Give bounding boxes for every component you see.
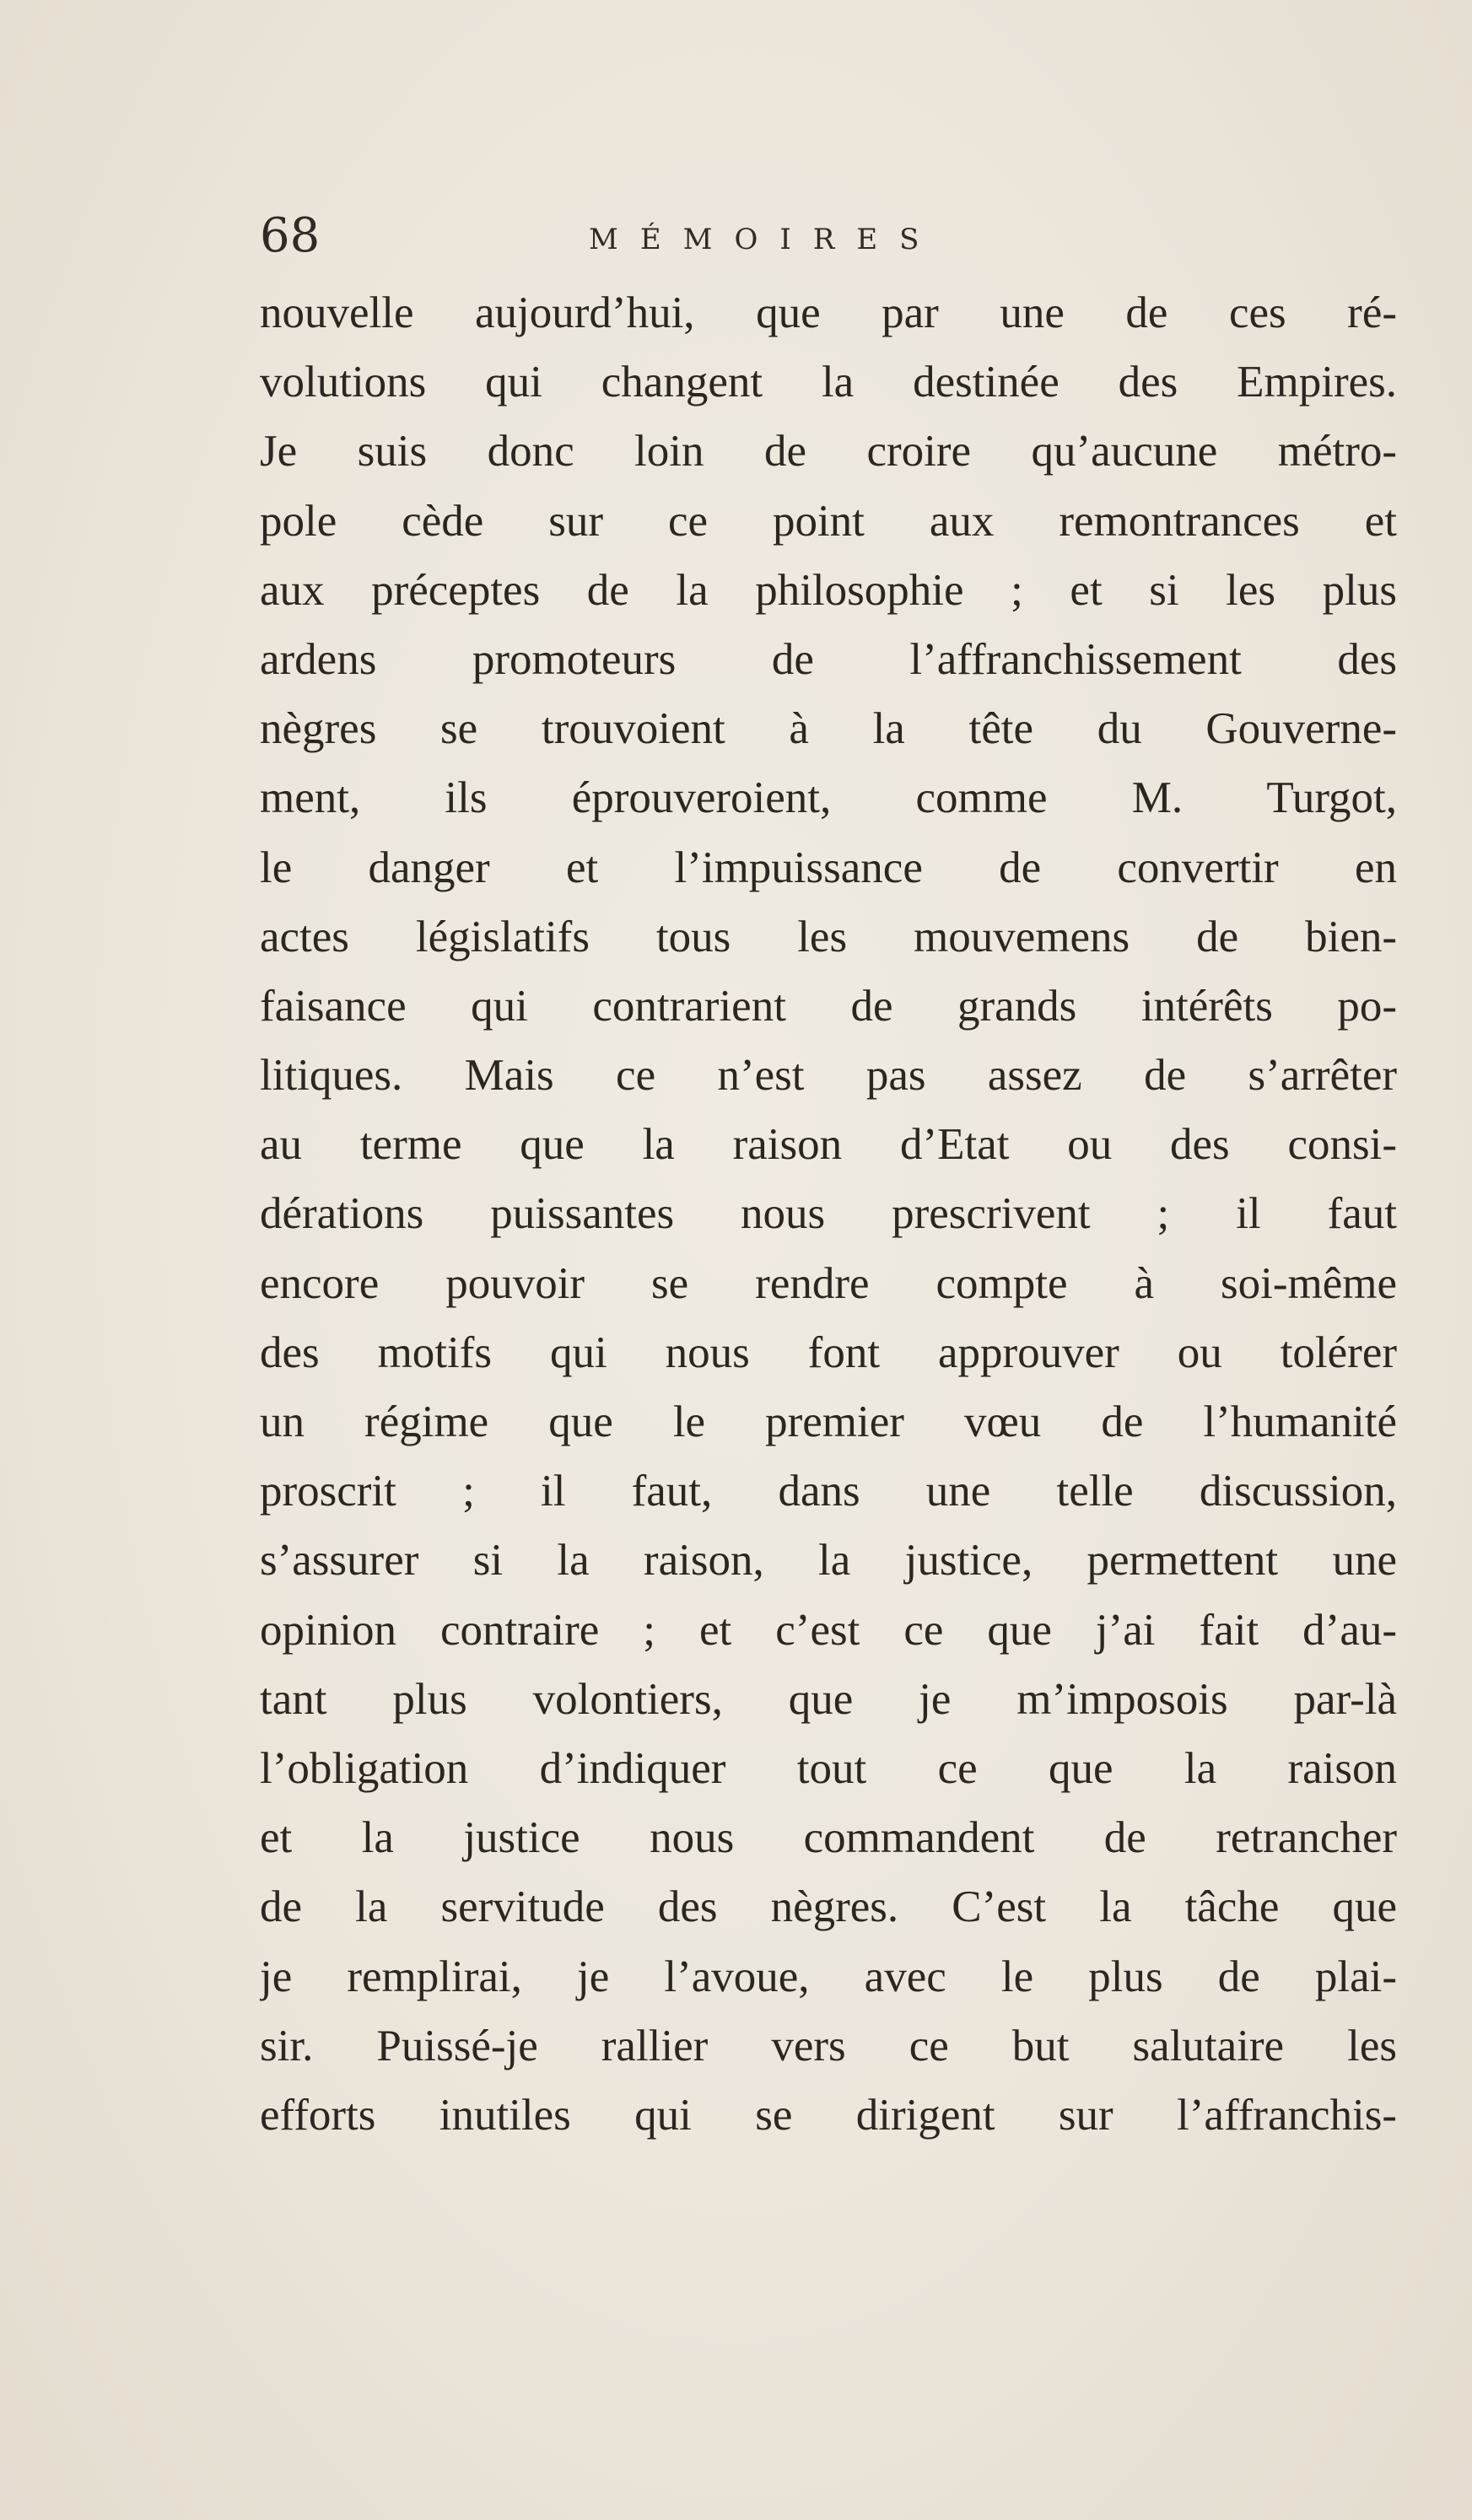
text-line: nègres se trouvoient à la tête du Gouverne- bbox=[260, 704, 1397, 754]
text-line: opinion contraire ; et c’est ce que j’ai fait d’au- bbox=[260, 1605, 1397, 1655]
text-line: actes législatifs tous les mouvemens de bien- bbox=[260, 912, 1397, 961]
text-line: efforts inutiles qui se dirigent sur l’affranchis- bbox=[260, 2090, 1397, 2140]
page-number: 68 bbox=[260, 208, 321, 263]
text-line: nouvelle aujourd’hui, que par une de ces ré- bbox=[260, 288, 1397, 337]
text-line: proscrit ; il faut, dans une telle discussion, bbox=[260, 1467, 1397, 1516]
text-line: ment, ils éprouveroient, comme M. Turgot, bbox=[260, 773, 1397, 823]
text-line: l’obligation d’indiquer tout ce que la raison bbox=[260, 1743, 1397, 1793]
text-line: au terme que la raison d’Etat ou des consi- bbox=[260, 1120, 1397, 1170]
text-line: des motifs qui nous font approuver ou tolérer bbox=[260, 1327, 1397, 1377]
text-line: volutions qui changent la destinée des Empires. bbox=[260, 358, 1397, 407]
text-line: et la justice nous commandent de retrancher bbox=[260, 1813, 1397, 1863]
text-line: encore pouvoir se rendre compte à soi-même bbox=[260, 1258, 1397, 1308]
text-line: s’assurer si la raison, la justice, permettent une bbox=[260, 1536, 1397, 1586]
text-line: ardens promoteurs de l’affranchissement des bbox=[260, 634, 1397, 684]
page-header bbox=[260, 209, 1407, 277]
text-line: dérations puissantes nous prescrivent ; il faut bbox=[260, 1189, 1397, 1239]
text-line: litiques. Mais ce n’est pas assez de s’arrêter bbox=[260, 1051, 1397, 1101]
text-line: de la servitude des nègres. C’est la tâche que bbox=[260, 1882, 1397, 1932]
text-line: Je suis donc loin de croire qu’aucune métro- bbox=[260, 427, 1397, 477]
running-head: MÉMOIRES bbox=[589, 223, 941, 256]
text-line: pole cède sur ce point aux remontrances et bbox=[260, 496, 1397, 546]
text-line: sir. Puissé-je rallier vers ce but salutaire les bbox=[260, 2021, 1397, 2070]
body-text bbox=[260, 278, 1397, 2150]
text-line: aux préceptes de la philosophie ; et si les plus bbox=[260, 565, 1397, 615]
text-line: tant plus volontiers, que je m’imposois par-là bbox=[260, 1674, 1397, 1724]
text-line: un régime que le premier vœu de l’humanité bbox=[260, 1397, 1397, 1446]
text-line: le danger et l’impuissance de convertir en bbox=[260, 843, 1397, 892]
text-line: faisance qui contrarient de grands intérêts po- bbox=[260, 981, 1397, 1031]
text-line: je remplirai, je l’avoue, avec le plus de plai- bbox=[260, 1952, 1397, 2001]
